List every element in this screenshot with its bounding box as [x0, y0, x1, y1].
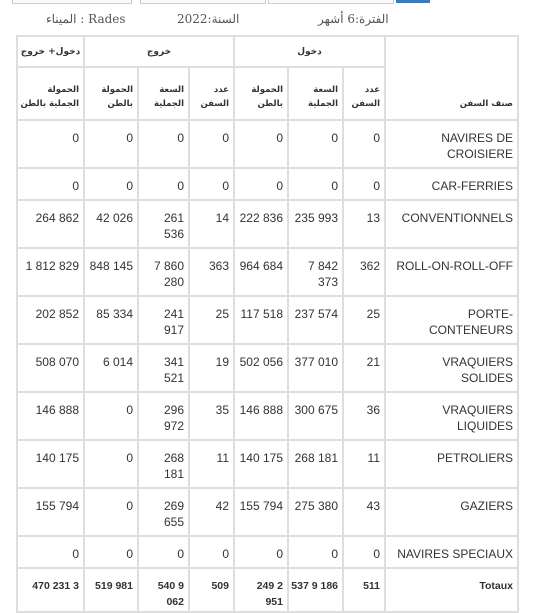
- out-ships-cell: 35: [189, 392, 234, 440]
- out-tonnage-cell: 0: [84, 440, 138, 488]
- out-tonnage-cell: 0: [84, 392, 138, 440]
- year-label: السنة:2022: [177, 12, 240, 26]
- table-row: [17, 344, 518, 392]
- filter-summary: [0, 12, 538, 32]
- out-tonnage-cell: 0: [84, 536, 138, 568]
- out-ships-cell: 509: [189, 568, 234, 612]
- in-capacity-cell: 7 842 373: [288, 248, 343, 296]
- header-in-out: دخول+ خروج: [17, 36, 84, 67]
- in-capacity-cell: 275 380: [288, 488, 343, 536]
- out-capacity-cell: 0: [138, 536, 189, 568]
- header-out: خروج: [84, 36, 234, 67]
- table-row: [17, 536, 518, 568]
- out-ships-cell: 0: [189, 120, 234, 168]
- top-controls-strip: [0, 0, 538, 4]
- out-tonnage-cell: 0: [84, 168, 138, 200]
- out-ships-cell: 363: [189, 248, 234, 296]
- in-capacity-cell: 537 9 186: [288, 568, 343, 612]
- out-tonnage-cell: 6 014: [84, 344, 138, 392]
- in-capacity-cell: 268 181: [288, 440, 343, 488]
- out-capacity-cell: 268 181: [138, 440, 189, 488]
- category-cell: PORTE-CONTENEURS: [385, 296, 518, 344]
- out-capacity-cell: 540 9 062: [138, 568, 189, 612]
- total-tonnage-cell: 202 852: [17, 296, 84, 344]
- in-capacity-cell: 235 993: [288, 200, 343, 248]
- total-tonnage-cell: 0: [17, 536, 84, 568]
- category-cell: CONVENTIONNELS: [385, 200, 518, 248]
- out-capacity-cell: 241 917: [138, 296, 189, 344]
- header-out-capacity: السعة الجملية: [138, 67, 189, 120]
- in-tonnage-cell: 0: [234, 536, 288, 568]
- port-label: الميناء : Rades: [46, 12, 126, 26]
- total-tonnage-cell: 155 794: [17, 488, 84, 536]
- in-capacity-cell: 237 574: [288, 296, 343, 344]
- total-tonnage-cell: 140 175: [17, 440, 84, 488]
- total-tonnage-cell: 146 888: [17, 392, 84, 440]
- out-tonnage-cell: 42 026: [84, 200, 138, 248]
- category-cell: VRAQUIERS SOLIDES: [385, 344, 518, 392]
- out-capacity-cell: 0: [138, 168, 189, 200]
- total-tonnage-cell: 264 862: [17, 200, 84, 248]
- total-tonnage-cell: 470 231 3: [17, 568, 84, 612]
- ship-traffic-table: [16, 35, 519, 613]
- in-tonnage-cell: 502 056: [234, 344, 288, 392]
- period-label: الفترة:6 أشهر: [318, 12, 389, 26]
- group-header-row: [17, 36, 518, 67]
- header-category: صنف السفن: [385, 36, 518, 120]
- in-tonnage-cell: 146 888: [234, 392, 288, 440]
- in-tonnage-cell: 140 175: [234, 440, 288, 488]
- category-cell: PETROLIERS: [385, 440, 518, 488]
- header-in-ships: عدد السفن: [343, 67, 385, 120]
- out-capacity-cell: 341 521: [138, 344, 189, 392]
- in-ships-cell: 21: [343, 344, 385, 392]
- in-ships-cell: 11: [343, 440, 385, 488]
- table-row: [17, 120, 518, 168]
- header-out-tonnage: الحمولة بالطن: [84, 67, 138, 120]
- total-tonnage-cell: 0: [17, 120, 84, 168]
- submit-button[interactable]: [396, 0, 430, 3]
- table-row: [17, 440, 518, 488]
- in-tonnage-cell: 155 794: [234, 488, 288, 536]
- in-capacity-cell: 0: [288, 120, 343, 168]
- total-tonnage-cell: 0: [17, 168, 84, 200]
- header-in-capacity: السعة الجملية: [288, 67, 343, 120]
- category-cell: GAZIERS: [385, 488, 518, 536]
- in-ships-cell: 43: [343, 488, 385, 536]
- out-capacity-cell: 261 536: [138, 200, 189, 248]
- in-tonnage-cell: 117 518: [234, 296, 288, 344]
- in-ships-cell: 36: [343, 392, 385, 440]
- out-tonnage-cell: 85 334: [84, 296, 138, 344]
- category-cell: CAR-FERRIES: [385, 168, 518, 200]
- out-ships-cell: 0: [189, 536, 234, 568]
- out-tonnage-cell: 0: [84, 120, 138, 168]
- out-tonnage-cell: 848 145: [84, 248, 138, 296]
- table-row: [17, 168, 518, 200]
- total-tonnage-cell: 1 812 829: [17, 248, 84, 296]
- out-capacity-cell: 7 860 280: [138, 248, 189, 296]
- filter-control-1[interactable]: [12, 0, 132, 4]
- out-capacity-cell: 296 972: [138, 392, 189, 440]
- in-ships-cell: 0: [343, 168, 385, 200]
- table-row: [17, 296, 518, 344]
- category-cell: NAVIRES SPECIAUX: [385, 536, 518, 568]
- filter-control-3[interactable]: [268, 0, 394, 4]
- total-tonnage-cell: 508 070: [17, 344, 84, 392]
- out-capacity-cell: 0: [138, 120, 189, 168]
- header-in: دخول: [234, 36, 385, 67]
- in-tonnage-cell: 222 836: [234, 200, 288, 248]
- table-row: [17, 392, 518, 440]
- header-in-out-tonnage: الحمولة الجملية بالطن: [17, 67, 84, 120]
- category-cell: VRAQUIERS LIQUIDES: [385, 392, 518, 440]
- in-tonnage-cell: 0: [234, 168, 288, 200]
- category-cell: ROLL-ON-ROLL-OFF: [385, 248, 518, 296]
- in-capacity-cell: 0: [288, 168, 343, 200]
- out-ships-cell: 19: [189, 344, 234, 392]
- header-in-tonnage: الحمولة بالطن: [234, 67, 288, 120]
- filter-control-2[interactable]: [140, 0, 266, 4]
- out-ships-cell: 11: [189, 440, 234, 488]
- out-capacity-cell: 269 655: [138, 488, 189, 536]
- in-tonnage-cell: 249 2 951: [234, 568, 288, 612]
- in-capacity-cell: 0: [288, 536, 343, 568]
- in-ships-cell: 511: [343, 568, 385, 612]
- out-ships-cell: 0: [189, 168, 234, 200]
- in-tonnage-cell: 0: [234, 120, 288, 168]
- out-tonnage-cell: 0: [84, 488, 138, 536]
- category-cell: NAVIRES DE CROISIERE: [385, 120, 518, 168]
- in-ships-cell: 25: [343, 296, 385, 344]
- table-row: [17, 488, 518, 536]
- table-row: [17, 248, 518, 296]
- in-ships-cell: 0: [343, 536, 385, 568]
- in-capacity-cell: 300 675: [288, 392, 343, 440]
- out-ships-cell: 42: [189, 488, 234, 536]
- out-ships-cell: 25: [189, 296, 234, 344]
- table-row: [17, 200, 518, 248]
- totals-label: Totaux: [385, 568, 518, 612]
- out-ships-cell: 14: [189, 200, 234, 248]
- in-capacity-cell: 377 010: [288, 344, 343, 392]
- in-ships-cell: 362: [343, 248, 385, 296]
- header-out-ships: عدد السفن: [189, 67, 234, 120]
- in-ships-cell: 0: [343, 120, 385, 168]
- out-tonnage-cell: 519 981: [84, 568, 138, 612]
- in-tonnage-cell: 964 684: [234, 248, 288, 296]
- in-ships-cell: 13: [343, 200, 385, 248]
- totals-row: [17, 568, 518, 612]
